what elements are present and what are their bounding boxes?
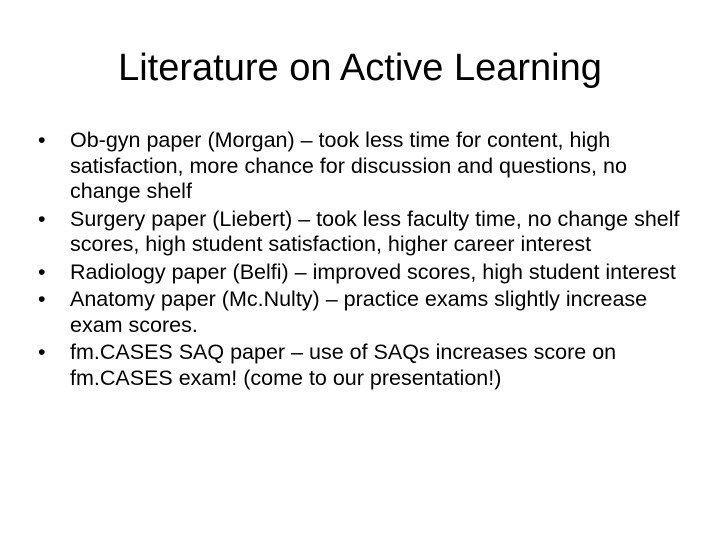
bullet-icon: • bbox=[38, 340, 46, 364]
slide-title: Literature on Active Learning bbox=[118, 47, 602, 89]
bullet-text: Anatomy paper (Mc.Nulty) – practice exams slightly increase exam scores. bbox=[70, 287, 648, 337]
bullet-icon: • bbox=[38, 287, 46, 311]
bullet-item-fmcases bbox=[36, 340, 686, 391]
bullet-item-radiology bbox=[36, 260, 686, 286]
bullet-icon: • bbox=[38, 206, 46, 231]
bullet-text: fm.CASES SAQ paper – use of SAQs increases score on fm.CASES exam! (come to our presentation!) bbox=[70, 340, 617, 390]
bullet-item-ob-gyn bbox=[36, 128, 686, 205]
bullet-item-anatomy bbox=[36, 287, 686, 338]
bullet-text: Ob-gyn paper (Morgan) – took less time for content, high satisfaction, more chance for discussion and questions, no change shelf bbox=[70, 128, 627, 203]
bullet-icon: • bbox=[38, 259, 46, 284]
bullet-list bbox=[36, 128, 686, 393]
bullet-icon: • bbox=[38, 128, 46, 152]
bullet-item-surgery bbox=[36, 207, 686, 258]
bullet-text: Surgery paper (Liebert) – took less faculty time, no change shelf scores, high student satisfaction, higher career interest bbox=[70, 206, 680, 256]
bullet-text: Radiology paper (Belfi) – improved scores, high student interest bbox=[70, 259, 676, 284]
